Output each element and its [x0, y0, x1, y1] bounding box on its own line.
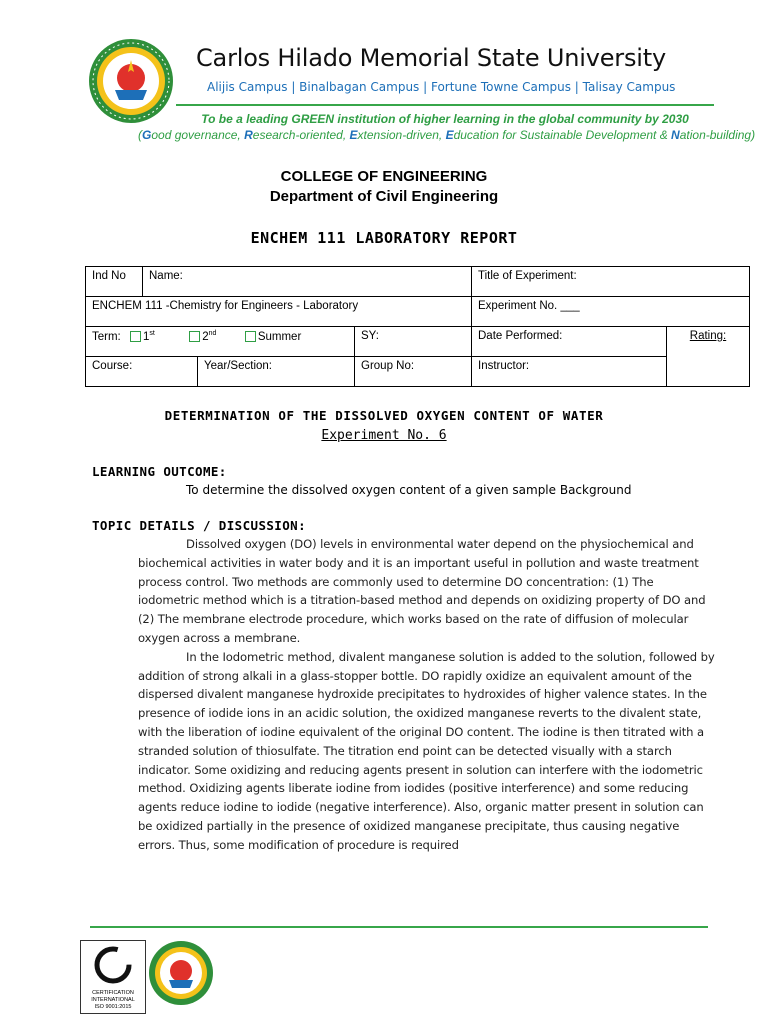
- sy-label: SY:: [355, 327, 472, 357]
- experiment-no-label: Experiment No. ___: [472, 297, 750, 327]
- footer-seal-logo: [148, 940, 214, 1006]
- report-title: ENCHEM 111 LABORATORY REPORT: [250, 229, 518, 247]
- learning-outcome-text: To determine the dissolved oxygen content of a given sample Background: [186, 483, 632, 497]
- student-info-table: [85, 266, 750, 387]
- iso-certification-badge: [80, 940, 146, 1014]
- year-section-label: Year/Section:: [198, 357, 355, 387]
- instructor-label: Instructor:: [472, 357, 667, 387]
- experiment-number: Experiment No. 6: [321, 428, 447, 443]
- course-label: Course:: [86, 357, 198, 387]
- title-of-experiment-label: Title of Experiment:: [472, 267, 750, 297]
- header-divider: [176, 104, 714, 106]
- ind-no-label: Ind No: [86, 267, 143, 297]
- term-1st-checkbox[interactable]: [130, 331, 141, 342]
- footer-divider: [90, 926, 708, 928]
- term-cell: Term: 1st 2nd Summer: [86, 327, 355, 357]
- group-no-label: Group No:: [355, 357, 472, 387]
- discussion-heading: TOPIC DETAILS / DISCUSSION:: [92, 518, 306, 533]
- experiment-title: DETERMINATION OF THE DISSOLVED OXYGEN CONTENT OF WATER: [164, 408, 604, 423]
- name-label: Name:: [143, 267, 472, 297]
- course-title-cell: ENCHEM 111 -Chemistry for Engineers - Laboratory: [86, 297, 472, 327]
- department-name: Department of Civil Engineering: [269, 188, 499, 205]
- discussion-body: [138, 535, 718, 855]
- goals-statement: (Good governance, Research-oriented, Extension-driven, Education for Sustainable Development & Nation-building): [138, 128, 756, 142]
- learning-outcome-heading: LEARNING OUTCOME:: [92, 464, 227, 479]
- discussion-paragraph: Dissolved oxygen (DO) levels in environmental water depend on the physiochemical and biochemical activities in water body and it is an important useful in pollution and waste treatment process control. Two methods are commonly used to determine DO concentration: (1) The iodometric method which is a titration-based method and depends on oxidizing property of DO and (2) The membrane electrode procedure, which works based on the rate of diffusion of molecular oxygen across a membrane.: [138, 537, 706, 645]
- term-2nd-checkbox[interactable]: [189, 331, 200, 342]
- college-name: COLLEGE OF ENGINEERING: [280, 168, 488, 185]
- vision-statement: To be a leading GREEN institution of higher learning in the global community by 2030: [201, 112, 689, 126]
- term-summer-checkbox[interactable]: [245, 331, 256, 342]
- certification-text: CERTIFICATION INTERNATIONAL ISO 9001:2015: [91, 990, 135, 1010]
- rating-cell: Rating:: [667, 327, 750, 387]
- certification-ring-icon: [81, 941, 145, 985]
- campus-list: Alijis Campus | Binalbagan Campus | Fortune Towne Campus | Talisay Campus: [207, 80, 676, 94]
- date-performed-label: Date Performed:: [472, 327, 667, 357]
- discussion-paragraph: In the Iodometric method, divalent manganese solution is added to the solution, followed by addition of strong alkali in a glass-stopper bottle. DO rapidly oxidize an equivalent amount of the dispersed divalent manganese hydroxide precipitates to hydroxides of higher valence states. In the presence of iodide ions in an acidic solution, the oxidized manganese reverts to the divalent state, with the liberation of iodine equivalent of the original DO content. The iodine is then titrated with a stranded solution of thiosulfate. The titration end point can be detected visually with a starch indicator. Some oxidizing and reducing agents present in solution can interfere with the iodometric method. Oxidizing agents liberate iodine from iodides (positive interference) and some reducing agents reduce iodine to iodide (negative interference). Also, organic matter present in solution can be oxidized partially in the presence of oxidized manganese precipitate, thus causing negative errors. Thus, some modification of procedure is required: [138, 649, 715, 852]
- university-name: Carlos Hilado Memorial State University: [196, 44, 666, 72]
